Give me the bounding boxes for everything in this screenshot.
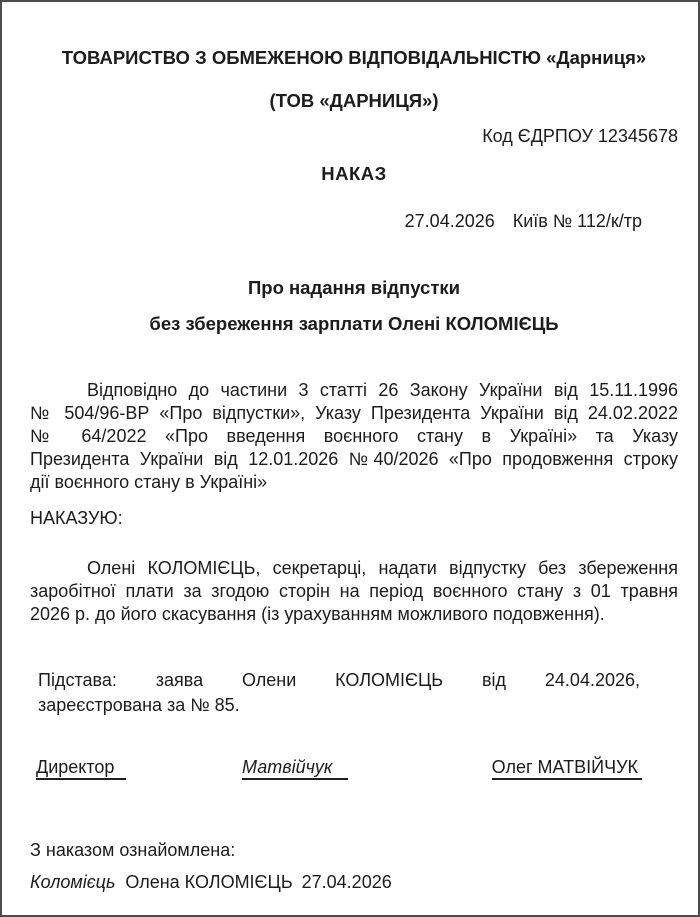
edrpou-code: Код ЄДРПОУ 12345678 (482, 126, 678, 146)
signature-facsimile: Матвійчук (242, 756, 348, 780)
preamble-line: Відповідно до частини 3 статті 26 Закону України від 15.11.1996 (87, 380, 678, 400)
org-name: ТОВАРИСТВО З ОБМЕЖЕНОЮ ВІДПОВІДАЛЬНІСТЮ «Дарниця» (61, 47, 647, 68)
basis-line: зареєстрована за № 85. (38, 695, 240, 715)
preamble-line: № 504/96-ВР «Про відпустки», Указу Президента України від 24.02.2022 (30, 403, 678, 423)
order-text-line: Олені КОЛОМІЄЦЬ, секретарці, надати відпустку без збереження (87, 558, 678, 578)
subject-line-1: Про надання відпустки (247, 277, 461, 298)
preamble-paragraph (30, 379, 678, 494)
order-paragraph (30, 557, 678, 626)
acknowledgement-line (30, 871, 678, 893)
basis-line: Підстава: заява Олени КОЛОМІЄЦЬ від 24.04.2026, (38, 670, 640, 690)
signature-row (30, 756, 678, 782)
doc-date-line (30, 210, 678, 232)
order-text-line: заробітної плати за згодою сторін на період воєнного стану з 01 травня (30, 581, 678, 601)
ack-date: 27.04.2026 (301, 872, 392, 892)
doc-city: Київ (512, 211, 548, 231)
doc-number: № 112/к/тр (552, 211, 642, 231)
basis-paragraph (38, 668, 640, 718)
order-text-line: 2026 р. до його скасування (із урахуванням можливого подовження). (30, 604, 605, 624)
signature-position: Директор (36, 756, 126, 780)
preamble-line: Президента України від 12.01.2026 №40/2026 «Про продовження строку (30, 449, 678, 469)
org-short-name: (ТОВ «ДАРНИЦЯ») (269, 90, 439, 111)
subject-line-2: без збереження зарплати Олені КОЛОМІЄЦЬ (149, 313, 559, 334)
signature-name: Олег МАТВІЙЧУК (492, 756, 642, 780)
preamble-line: дії воєнного стану в Україні» (30, 472, 268, 492)
doc-type-heading: НАКАЗ (321, 163, 387, 184)
doc-date: 27.04.2026 (404, 211, 495, 231)
ack-facsimile: Коломієць (30, 872, 116, 892)
acknowledgement-label: З наказом ознайомлена: (30, 840, 236, 860)
order-keyword: НАКАЗУЮ: (30, 508, 123, 528)
ack-name: Олена КОЛОМІЄЦЬ (125, 872, 293, 892)
preamble-line: № 64/2022 «Про введення воєнного стану в Україні» та Указу (30, 426, 678, 446)
